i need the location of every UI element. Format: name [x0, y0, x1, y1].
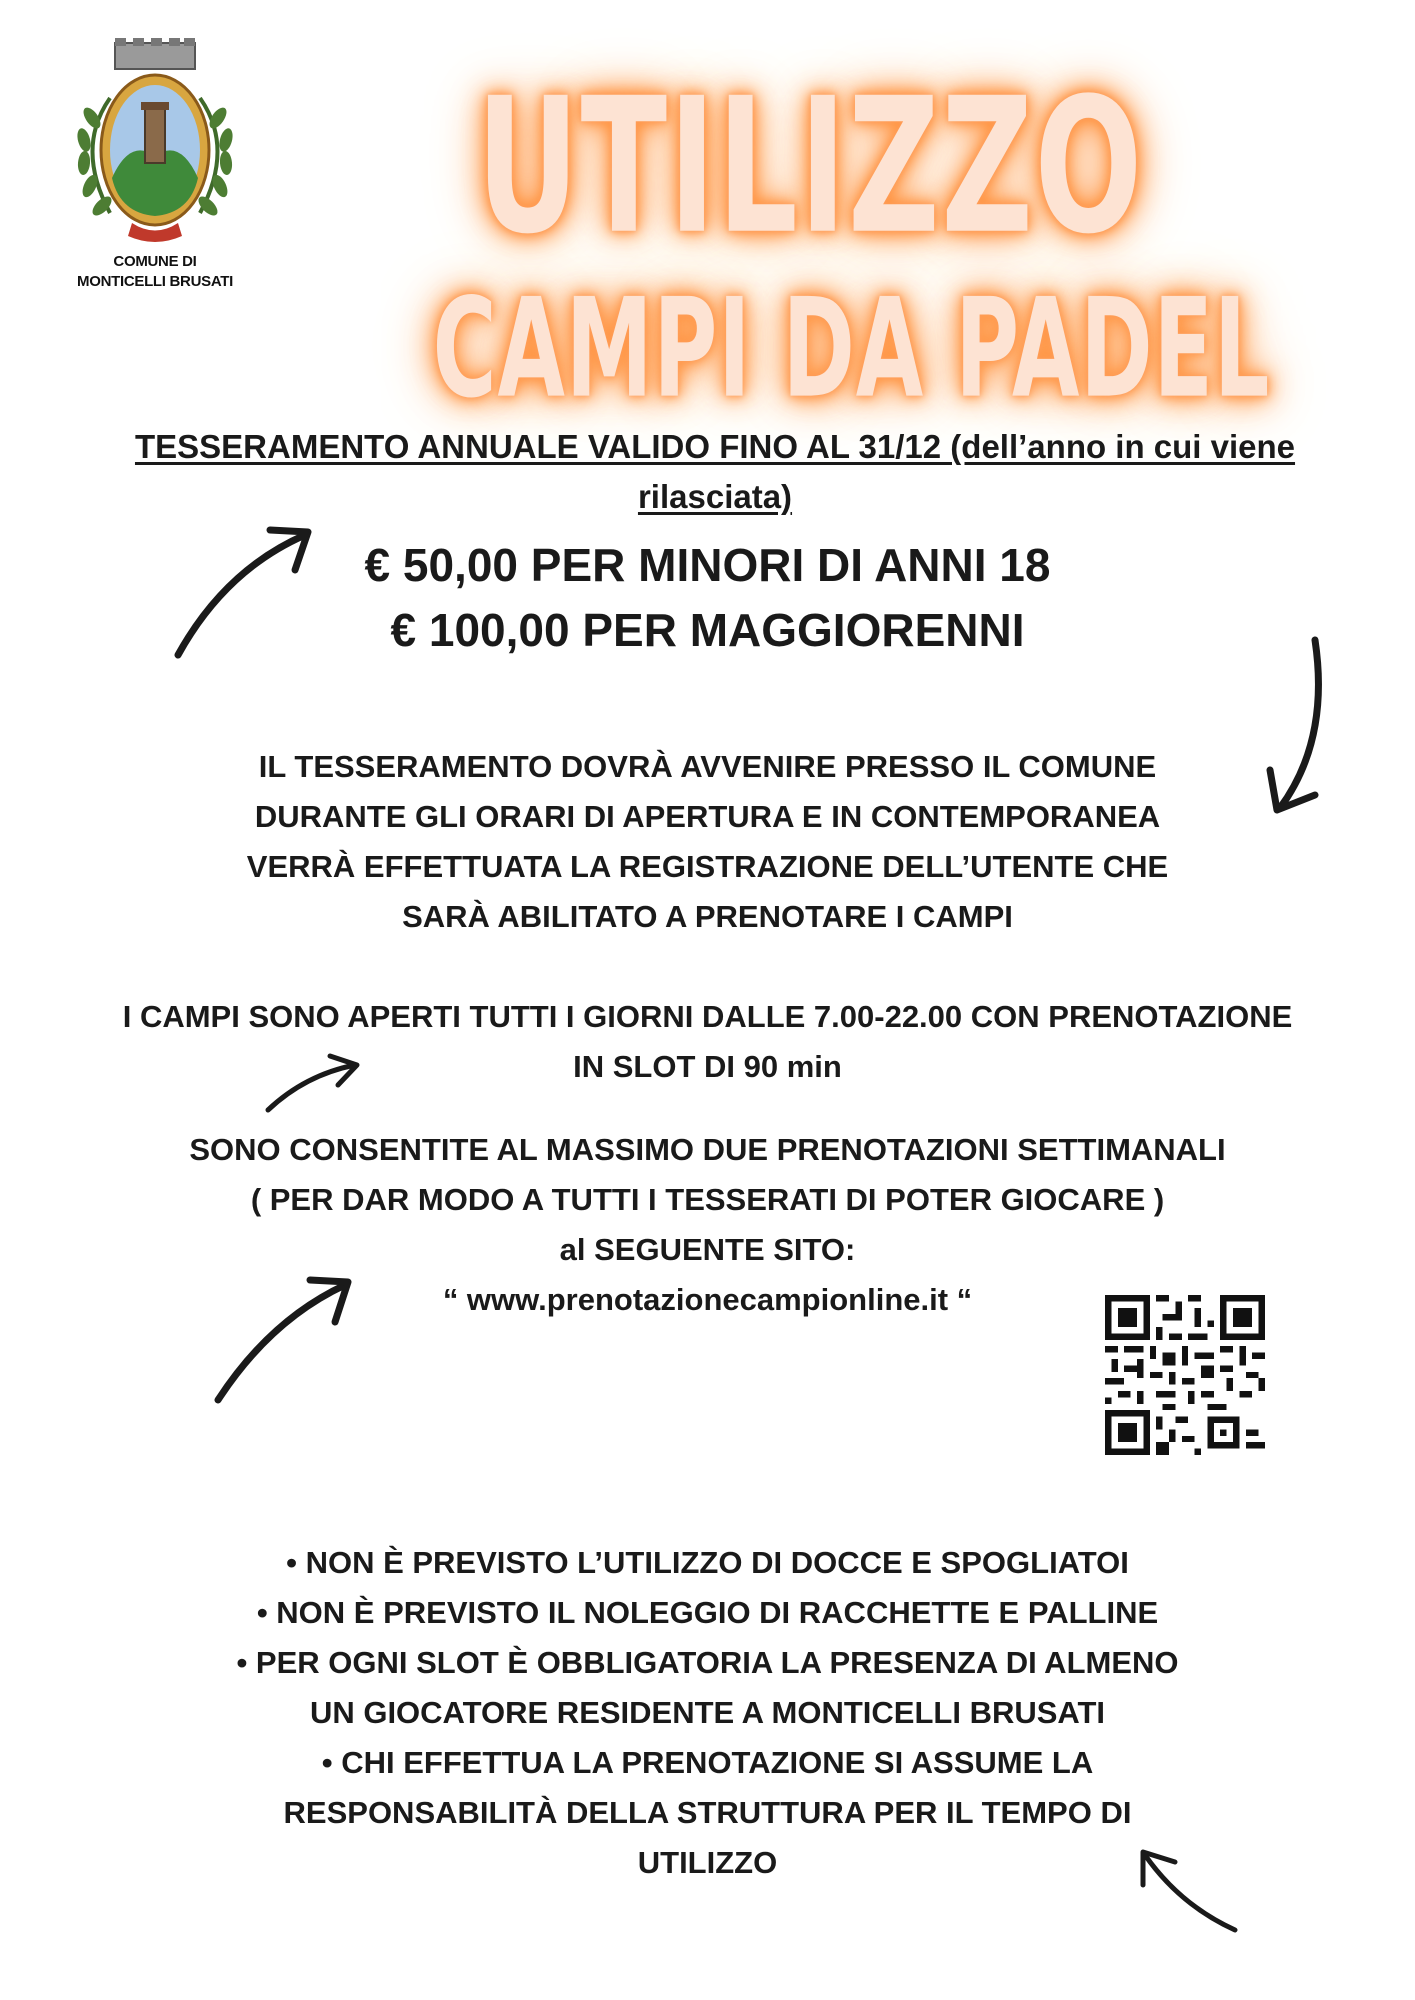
arrow-up-right-small-icon	[268, 1065, 355, 1110]
arrow-down-icon	[1280, 640, 1318, 808]
logo-label-line1: COMUNE DI	[113, 253, 197, 270]
arrow-up-right-icon	[218, 1285, 345, 1400]
price-adults: € 100,00 PER MAGGIORENNI	[390, 604, 1025, 656]
membership-header-line1: TESSERAMENTO ANNUALE VALIDO FINO AL 31/12 (dell’anno in cui viene	[134, 428, 1296, 465]
price-minors: € 50,00 PER MINORI DI ANNI 18	[364, 539, 1051, 591]
booking-line: al SEGUENTE SITO:	[559, 1232, 856, 1267]
rules-line: • NON È PREVISTO L’UTILIZZO DI DOCCE E SPOGLIATOI	[286, 1545, 1129, 1580]
rules-line: UTILIZZO	[637, 1845, 778, 1880]
registration-line: SARÀ ABILITATO A PRENOTARE I CAMPI	[402, 899, 1013, 934]
title-line2: CAMPI DA PADEL	[432, 268, 1271, 429]
booking-website-link[interactable]: “ www.prenotazionecampionline.it “	[442, 1282, 973, 1317]
rules-line: • PER OGNI SLOT È OBBLIGATORIA LA PRESENZA DI ALMENO	[236, 1645, 1179, 1680]
rules-line: • CHI EFFETTUA LA PRENOTAZIONE SI ASSUME LA	[321, 1745, 1094, 1780]
registration-line: DURANTE GLI ORARI DI APERTURA E IN CONTEMPORANEA	[254, 799, 1161, 834]
membership-header-line2: rilasciata)	[637, 478, 793, 515]
registration-line: IL TESSERAMENTO DOVRÀ AVVENIRE PRESSO IL COMUNE	[258, 749, 1157, 784]
rules-line: RESPONSABILITÀ DELLA STRUTTURA PER IL TEMPO DI	[283, 1795, 1132, 1830]
hours-line: I CAMPI SONO APERTI TUTTI I GIORNI DALLE 7.00-22.00 CON PRENOTAZIONE	[122, 999, 1293, 1034]
registration-line: VERRÀ EFFETTUATA LA REGISTRAZIONE DELL’UTENTE CHE	[246, 849, 1169, 884]
logo-label-line2: MONTICELLI BRUSATI	[77, 273, 233, 290]
booking-line: SONO CONSENTITE AL MASSIMO DUE PRENOTAZIONI SETTIMANALI	[189, 1132, 1226, 1167]
arrow-up-right-icon	[178, 535, 305, 655]
hours-line: IN SLOT DI 90 min	[573, 1049, 842, 1084]
booking-line: ( PER DAR MODO A TUTTI I TESSERATI DI POTER GIOCARE )	[250, 1182, 1165, 1217]
title-line1: UTILIZZO	[476, 58, 1144, 276]
rules-line: UN GIOCATORE RESIDENTE A MONTICELLI BRUSATI	[309, 1695, 1106, 1730]
arrow-up-left-icon	[1145, 1855, 1235, 1930]
rules-line: • NON È PREVISTO IL NOLEGGIO DI RACCHETTE E PALLINE	[256, 1595, 1159, 1630]
